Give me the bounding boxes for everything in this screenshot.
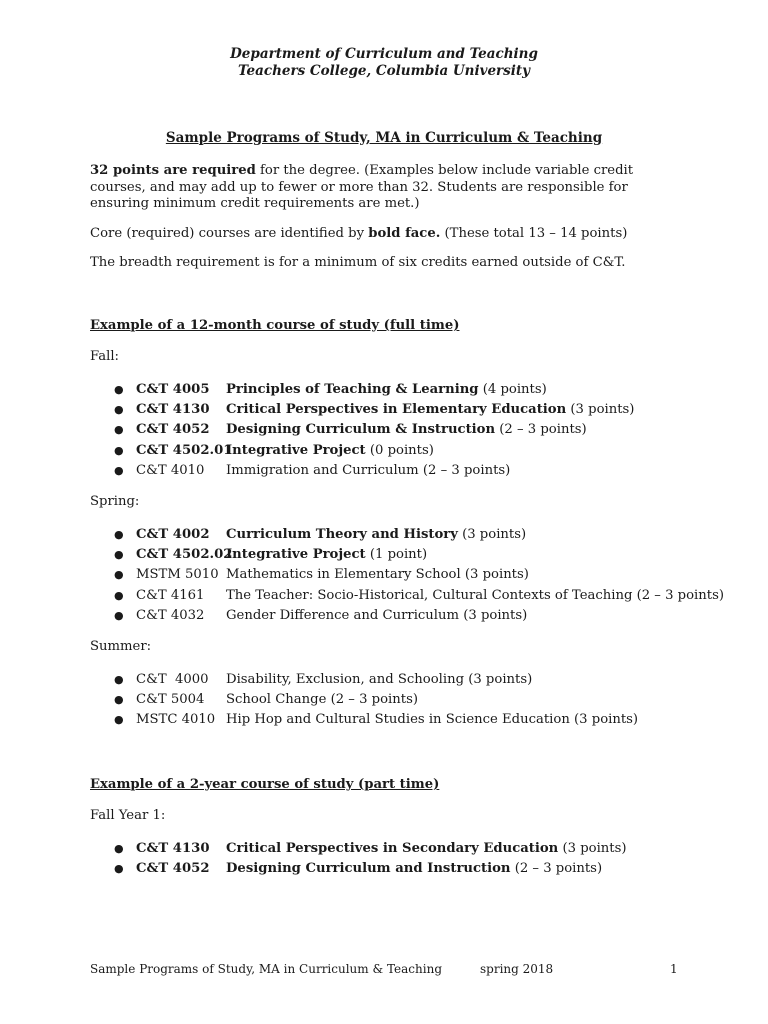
course-title: Mathematics in Elementary School [226,567,461,583]
list-item [0,420,768,440]
course-title: The Teacher: Socio-Historical, Cultural Contexts of Teaching [226,587,633,603]
section-heading-12-month: Example of a 12-month course of study (full time) [90,318,460,333]
course-points: (2 – 3 points) [495,422,587,438]
course-title: Immigration and Curriculum [226,462,419,478]
course-points: (3 points) [459,607,528,623]
points-required-text: for the degree. (Examples below include variable credit courses, and may add up to fewer or more than 32. Students are responsible for ensuring minimum credit requirements are met.) [90,163,634,211]
course-code: C&T 4052 [136,861,210,877]
course-title: Curriculum Theory and History [226,527,458,542]
bullet-icon: ● [114,608,124,622]
bullet-icon: ● [114,673,124,686]
course-code: C&T 4130 [136,402,210,418]
list-item [0,525,768,545]
core-courses-text-post: (These total 13 – 14 points) [440,226,628,241]
course-code: C&T 4005 [136,382,210,397]
list-item [0,606,768,626]
bullet-icon: ● [114,423,124,437]
course-code: C&T 4502.02 [136,547,233,563]
course-code: C&T 4032 [136,607,205,623]
course-title: School Change [226,692,327,708]
course-title: Designing Curriculum and Instruction [226,861,511,877]
course-code: C&T 4130 [136,841,210,856]
bullet-icon: ● [114,713,124,727]
course-code: C&T 4502.01 [136,442,233,458]
bullet-icon: ● [114,548,124,562]
footer-document-title: Sample Programs of Study, MA in Curriculum & Teaching [90,962,442,976]
list-item [0,690,768,710]
course-code: C&T 4002 [136,527,210,542]
course-code: C&T 5004 [136,692,205,708]
list-item [0,461,768,481]
term-label-spring: Spring: [90,494,140,509]
course-points: (4 points) [478,382,547,397]
bullet-icon: ● [114,588,124,602]
list-item [0,859,768,879]
course-list-summer [0,670,768,731]
document-title: Sample Programs of Study, MA in Curriculum & Teaching [165,130,603,146]
course-points: (2 – 3 points) [510,861,603,877]
bullet-icon: ● [114,693,124,707]
list-item [0,545,768,565]
course-title: Gender Difference and Curriculum [226,607,460,623]
list-item [0,710,768,730]
list-item [0,441,768,461]
course-list-fall-year-1 [0,839,768,879]
term-label-fall-year-1: Fall Year 1: [90,808,166,823]
course-points: (2 – 3 points) [326,692,418,708]
course-title: Principles of Teaching & Learning [226,382,479,397]
section-heading-2-year: Example of a 2-year course of study (part time) [90,777,440,792]
course-points: (3 points) [457,527,527,542]
course-points: (2 – 3 points) [418,462,511,478]
list-item [0,586,768,606]
course-points: (2 – 3 points) [632,587,724,603]
bullet-icon: ● [114,862,124,876]
course-code: C&T 4052 [136,422,210,438]
course-code: MSTC 4010 [136,712,216,728]
term-label-summer: Summer: [90,639,152,654]
bullet-icon: ● [114,383,124,396]
bullet-icon: ● [114,403,124,417]
course-title: Hip Hop and Cultural Studies in Science Education [226,712,570,728]
course-code: C&T 4161 [136,587,205,603]
course-points: (3 points) [566,402,635,418]
course-code: C&T 4000 [136,672,209,687]
list-item [0,565,768,585]
course-list-fall [0,380,768,481]
department-name: Department of Curriculum and Teaching [230,46,538,62]
course-code: C&T 4010 [136,462,205,478]
core-courses-text-pre: Core (required) courses are identified by [90,226,369,241]
course-title: Disability, Exclusion, and Schooling [226,672,465,687]
page-number: 1 [670,962,678,976]
course-title: Integrative Project [226,442,366,458]
list-item [0,400,768,420]
bullet-icon: ● [114,842,124,855]
course-list-spring [0,525,768,626]
list-item [0,380,768,400]
course-title: Integrative Project [226,547,366,563]
course-points: (3 points) [569,712,639,728]
footer-term: spring 2018 [480,962,554,976]
intro-points-paragraph [90,163,680,213]
course-points: (3 points) [464,672,533,687]
bullet-icon: ● [114,568,124,582]
document-header [0,46,768,80]
core-courses-paragraph [90,226,680,243]
list-item [0,670,768,690]
bullet-icon: ● [114,463,124,477]
institution-name: Teachers College, Columbia University [238,63,530,79]
term-label-fall: Fall: [90,349,119,364]
bullet-icon: ● [114,528,124,541]
bullet-icon: ● [114,443,124,457]
course-title: Critical Perspectives in Elementary Education [226,402,567,418]
course-points: (0 points) [365,442,434,458]
course-points: (3 points) [558,841,627,856]
bold-face-emphasis: bold face. [368,226,441,241]
list-item [0,839,768,859]
course-title: Critical Perspectives in Secondary Education [226,841,559,856]
course-points: (3 points) [460,567,529,583]
breadth-requirement-paragraph: The breadth requirement is for a minimum of six credits earned outside of C&T. [90,255,626,270]
course-code: MSTM 5010 [136,567,219,583]
points-required-emphasis: 32 points are required [90,163,256,178]
course-title: Designing Curriculum & Instruction [226,422,496,438]
course-points: (1 point) [365,547,428,563]
